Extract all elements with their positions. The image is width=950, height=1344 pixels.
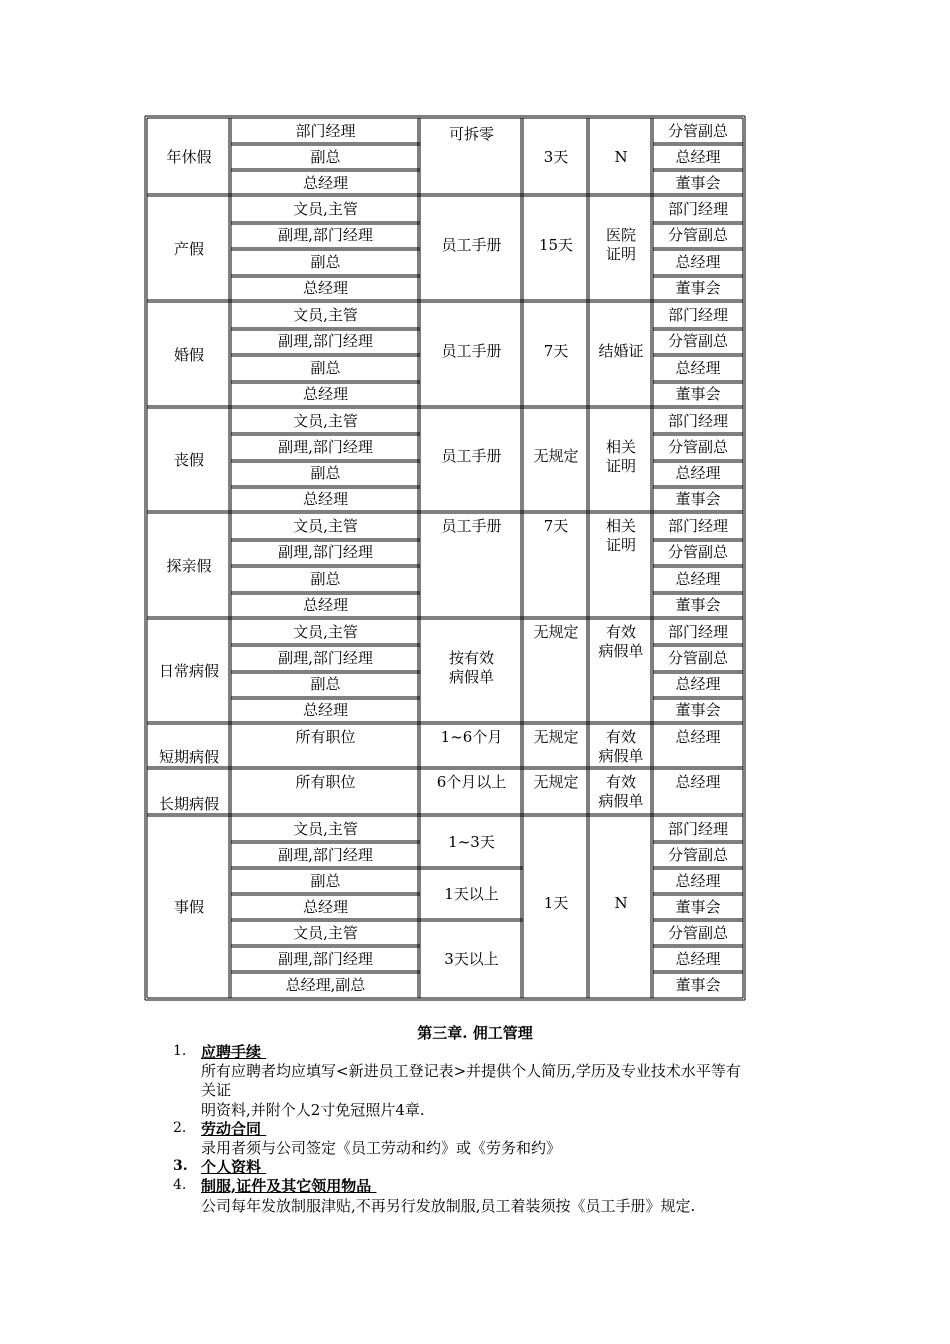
approver-cell-line: 董事会	[675, 490, 721, 509]
approver-cell	[653, 174, 743, 193]
approver-cell	[653, 490, 743, 509]
position-cell-line: 副总	[310, 871, 341, 890]
position-cell	[231, 623, 420, 642]
item-title: 个人资料	[201, 1158, 267, 1176]
leave-type-cell	[147, 748, 231, 767]
proof-cell-line: 证明	[605, 536, 636, 554]
approver-cell	[653, 543, 743, 562]
position-cell-line: 文员,主管	[293, 516, 358, 535]
approver-cell	[653, 623, 743, 642]
approver-cell-line: 董事会	[675, 385, 721, 404]
approver-cell-line: 董事会	[675, 701, 721, 720]
days-cell-line: 无规定	[533, 447, 579, 466]
position-cell-line: 文员,主管	[293, 622, 358, 641]
proof-cell-line: N	[614, 893, 628, 912]
position-cell	[231, 773, 420, 792]
approver-cell-line: 总经理	[675, 147, 721, 166]
position-cell-line: 文员,主管	[293, 819, 358, 838]
days-cell-line: 7天	[543, 517, 569, 535]
position-cell	[231, 543, 420, 562]
item-number: 3.	[173, 1158, 188, 1174]
approver-cell-line: 总经理	[675, 949, 721, 968]
position-cell	[231, 148, 420, 167]
position-cell	[231, 596, 420, 615]
chapter-title: 第三章. 佣工管理	[417, 1024, 533, 1042]
days-cell-line: 3天	[543, 147, 569, 166]
position-cell-line: 副理,部门经理	[278, 949, 373, 968]
approver-cell-line: 分管副总	[667, 923, 728, 942]
approver-cell	[653, 872, 743, 891]
proof-cell	[589, 226, 653, 264]
position-cell-line: 总经理	[302, 173, 348, 192]
approver-cell	[653, 976, 743, 995]
approver-cell-line: 董事会	[675, 975, 721, 994]
position-cell-line: 总经理	[302, 279, 348, 298]
approver-cell	[653, 950, 743, 969]
days-cell-line: 无规定	[533, 773, 579, 791]
basis-cell-line: 3天以上	[444, 949, 499, 968]
position-cell-line: 总经理	[302, 385, 348, 404]
position-cell-line: 总经理	[302, 701, 348, 720]
days-cell	[523, 894, 589, 913]
approver-cell	[653, 279, 743, 298]
item-text: 所有应聘者均应填写<新进员工登记表>并提供个人简历,学历及专业技术水平等有	[201, 1062, 741, 1080]
approver-cell	[653, 226, 743, 245]
approver-cell-line: 分管副总	[667, 437, 728, 456]
approver-cell-line: 董事会	[675, 897, 721, 916]
item-text: 关证	[201, 1081, 232, 1099]
proof-cell	[589, 438, 653, 476]
leave-type-cell-line: 短期病假	[158, 748, 219, 766]
basis-cell-line: 1~3天	[448, 832, 495, 851]
days-cell-line: 1天	[543, 893, 569, 912]
approver-cell	[653, 412, 743, 431]
basis-cell	[420, 773, 523, 792]
basis-cell	[420, 950, 523, 969]
proof-cell-line: 结婚证	[598, 341, 644, 360]
position-cell-line: 文员,主管	[293, 411, 358, 430]
position-cell-line: 总经理,副总	[285, 975, 366, 994]
position-cell	[231, 385, 420, 404]
basis-cell	[420, 342, 523, 361]
proof-cell	[589, 894, 653, 913]
approver-cell-line: 部门经理	[667, 411, 728, 430]
leave-type-cell-line: 事假	[173, 897, 204, 916]
days-cell	[523, 773, 589, 792]
position-cell-line: 所有职位	[295, 773, 356, 791]
position-cell	[231, 226, 420, 245]
basis-cell-line: 可拆零	[448, 125, 494, 144]
approver-cell	[653, 359, 743, 378]
approver-cell-line: 总经理	[675, 871, 721, 890]
position-cell	[231, 728, 420, 747]
item-title: 应聘手续	[201, 1043, 267, 1061]
basis-cell	[420, 236, 523, 255]
proof-cell	[589, 517, 653, 555]
proof-cell-line: 证明	[605, 456, 636, 475]
basis-cell	[420, 885, 523, 904]
approver-cell	[653, 701, 743, 720]
approver-cell	[653, 306, 743, 325]
basis-cell	[420, 649, 523, 687]
leave-type-cell	[147, 898, 231, 917]
position-cell-line: 副理,部门经理	[278, 226, 373, 245]
approver-cell-line: 部门经理	[667, 819, 728, 838]
leave-type-cell	[147, 240, 231, 259]
approver-cell	[653, 649, 743, 668]
proof-cell	[589, 623, 653, 661]
approver-cell-line: 分管副总	[667, 543, 728, 562]
position-cell	[231, 174, 420, 193]
position-cell	[231, 359, 420, 378]
approver-cell-line: 总经理	[675, 252, 721, 271]
basis-cell-line: 病假单	[448, 667, 494, 686]
position-cell	[231, 279, 420, 298]
days-cell	[523, 517, 589, 536]
position-cell-line: 总经理	[302, 596, 348, 615]
approver-cell	[653, 464, 743, 483]
approver-cell	[653, 517, 743, 536]
leave-type-cell-line: 产假	[173, 239, 204, 258]
basis-cell	[420, 728, 523, 747]
proof-cell-line: 病假单	[598, 642, 644, 660]
position-cell-line: 副总	[310, 147, 341, 166]
basis-cell-line: 按有效	[448, 648, 494, 667]
days-cell	[523, 728, 589, 747]
position-cell-line: 副理,部门经理	[278, 543, 373, 562]
position-cell	[231, 412, 420, 431]
approver-cell	[653, 200, 743, 219]
item-title: 劳动合同	[201, 1120, 267, 1138]
item-number: 4.	[173, 1177, 187, 1193]
proof-cell	[589, 148, 653, 167]
item-number: 1.	[173, 1043, 187, 1059]
approver-cell	[653, 773, 743, 792]
position-cell	[231, 253, 420, 272]
days-cell	[523, 342, 589, 361]
approver-cell	[653, 728, 743, 747]
proof-cell-line: 有效	[605, 728, 636, 746]
approver-cell	[653, 596, 743, 615]
approver-cell	[653, 148, 743, 167]
basis-cell-line: 员工手册	[441, 517, 502, 535]
position-cell-line: 副理,部门经理	[278, 648, 373, 667]
position-cell	[231, 122, 420, 141]
position-cell	[231, 846, 420, 865]
position-cell-line: 部门经理	[295, 121, 356, 140]
position-cell-line: 所有职位	[295, 728, 356, 746]
approver-cell	[653, 385, 743, 404]
approver-cell	[653, 846, 743, 865]
position-cell-line: 总经理	[302, 897, 348, 916]
leave-type-cell-line: 丧假	[173, 451, 204, 469]
approver-cell-line: 董事会	[675, 173, 721, 192]
position-cell	[231, 898, 420, 917]
item-number: 2.	[173, 1120, 187, 1136]
proof-cell-line: 医院	[605, 226, 636, 245]
position-cell-line: 总经理	[302, 490, 348, 509]
position-cell-line: 副总	[310, 569, 341, 588]
position-cell	[231, 649, 420, 668]
position-cell	[231, 517, 420, 536]
proof-cell	[589, 728, 653, 766]
position-cell-line: 副总	[310, 358, 341, 377]
approver-cell	[653, 332, 743, 351]
days-cell-line: 无规定	[533, 728, 579, 746]
basis-cell-line: 员工手册	[441, 235, 502, 254]
approver-cell-line: 分管副总	[667, 845, 728, 864]
position-cell-line: 副总	[310, 675, 341, 694]
proof-cell	[589, 342, 653, 361]
leave-type-cell-line: 日常病假	[158, 662, 219, 680]
basis-cell-line: 1天以上	[444, 884, 499, 903]
position-cell	[231, 820, 420, 839]
approver-cell-line: 总经理	[675, 728, 721, 746]
proof-cell-line: 相关	[605, 517, 636, 535]
days-cell-line: 无规定	[533, 623, 579, 641]
leave-type-cell	[147, 148, 231, 167]
proof-cell-line: 有效	[605, 623, 636, 641]
approver-cell	[653, 924, 743, 943]
approver-cell	[653, 122, 743, 141]
approver-cell-line: 分管副总	[667, 332, 728, 351]
position-cell-line: 文员,主管	[293, 199, 358, 218]
approver-cell-line: 总经理	[675, 358, 721, 377]
position-cell	[231, 332, 420, 351]
approver-cell	[653, 570, 743, 589]
approver-cell	[653, 675, 743, 694]
approver-cell-line: 部门经理	[667, 199, 728, 218]
item-title: 制服,证件及其它领用物品	[201, 1177, 377, 1195]
position-cell-line: 副总	[310, 252, 341, 271]
leave-type-cell	[147, 795, 231, 814]
position-cell	[231, 438, 420, 457]
approver-cell-line: 董事会	[675, 596, 721, 615]
basis-cell-line: 6个月以上	[436, 773, 507, 791]
position-cell	[231, 924, 420, 943]
approver-cell-line: 董事会	[675, 279, 721, 298]
approver-cell	[653, 820, 743, 839]
approver-cell-line: 总经理	[675, 773, 721, 791]
basis-cell	[420, 125, 523, 144]
proof-cell-line: 有效	[605, 773, 636, 791]
position-cell	[231, 872, 420, 891]
position-cell	[231, 701, 420, 720]
approver-cell-line: 总经理	[675, 464, 721, 483]
position-cell	[231, 675, 420, 694]
position-cell	[231, 570, 420, 589]
position-cell	[231, 464, 420, 483]
proof-cell-line: 证明	[605, 245, 636, 264]
days-cell	[523, 623, 589, 642]
days-cell	[523, 148, 589, 167]
leave-type-cell-line: 长期病假	[158, 795, 219, 813]
leave-type-cell-line: 探亲假	[166, 556, 212, 575]
approver-cell-line: 部门经理	[667, 622, 728, 641]
leave-type-cell-line: 年休假	[166, 147, 212, 166]
basis-cell-line: 1~6个月	[440, 728, 503, 746]
basis-cell-line: 员工手册	[441, 447, 502, 466]
days-cell	[523, 447, 589, 466]
item-text: 明资料,并附个人2寸免冠照片4章.	[201, 1101, 425, 1119]
basis-cell	[420, 447, 523, 466]
approver-cell	[653, 253, 743, 272]
leave-type-cell	[147, 557, 231, 576]
position-cell	[231, 306, 420, 325]
approver-cell	[653, 898, 743, 917]
position-cell	[231, 200, 420, 219]
approver-cell-line: 总经理	[675, 675, 721, 694]
days-cell	[523, 236, 589, 255]
approver-cell-line: 部门经理	[667, 305, 728, 324]
basis-cell	[420, 517, 523, 536]
approver-cell	[653, 438, 743, 457]
approver-cell-line: 部门经理	[667, 516, 728, 535]
approver-cell-line: 总经理	[675, 569, 721, 588]
approver-cell-line: 分管副总	[667, 121, 728, 140]
proof-cell-line: 相关	[605, 437, 636, 456]
leave-type-cell-line: 婚假	[173, 345, 204, 364]
position-cell-line: 副理,部门经理	[278, 332, 373, 351]
basis-cell-line: 员工手册	[441, 341, 502, 360]
proof-cell	[589, 773, 653, 811]
leave-type-cell	[147, 662, 231, 681]
position-cell	[231, 950, 420, 969]
days-cell-line: 7天	[543, 341, 569, 360]
position-cell-line: 副理,部门经理	[278, 437, 373, 456]
proof-cell-line: N	[614, 147, 628, 166]
item-text: 公司每年发放制服津贴,不再另行发放制服,员工着装须按《员工手册》规定.	[201, 1197, 696, 1215]
position-cell-line: 副总	[310, 464, 341, 483]
item-text: 录用者须与公司签定《员工劳动和约》或《劳务和约》	[201, 1139, 562, 1157]
position-cell	[231, 976, 420, 995]
position-cell-line: 文员,主管	[293, 923, 358, 942]
basis-cell	[420, 833, 523, 852]
days-cell-line: 15天	[538, 235, 574, 254]
leave-type-cell	[147, 451, 231, 470]
approver-cell-line: 分管副总	[667, 226, 728, 245]
proof-cell-line: 病假单	[598, 747, 644, 765]
position-cell-line: 文员,主管	[293, 305, 358, 324]
leave-type-cell	[147, 346, 231, 365]
approver-cell-line: 分管副总	[667, 648, 728, 667]
position-cell	[231, 490, 420, 509]
proof-cell-line: 病假单	[598, 792, 644, 810]
position-cell-line: 副理,部门经理	[278, 845, 373, 864]
